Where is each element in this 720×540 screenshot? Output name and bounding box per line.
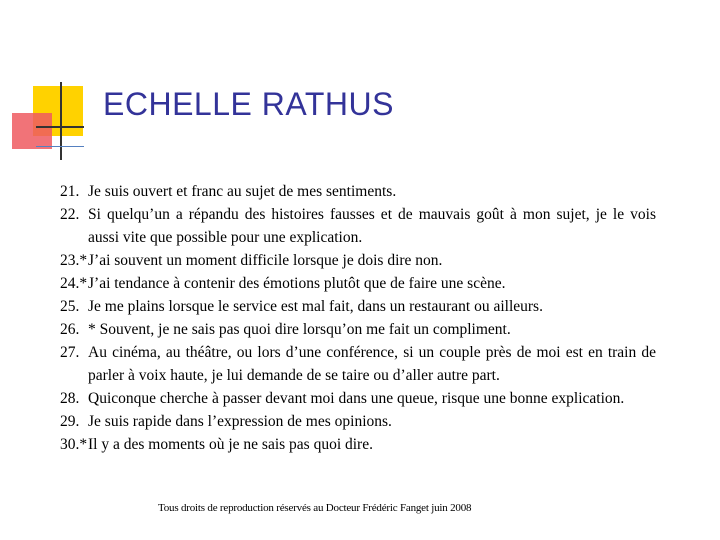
item-text: J’ai souvent un moment difficile lorsque je dois dire non.	[88, 252, 443, 269]
item-number: 24.*	[60, 275, 88, 292]
item-number: 21.	[60, 183, 80, 200]
copyright-footer: Tous droits de reproduction réservés au Docteur Frédéric Fanget juin 2008	[158, 502, 472, 514]
slide-title: ECHELLE RATHUS	[103, 86, 394, 122]
list-item	[60, 387, 656, 410]
item-text: Je suis rapide dans l’expression de mes opinions.	[88, 413, 392, 430]
list-item	[60, 180, 656, 203]
list-item	[60, 433, 656, 456]
list-item	[60, 272, 656, 295]
list-item	[60, 410, 656, 433]
item-text: J’ai tendance à contenir des émotions plutôt que de faire une scène.	[88, 275, 506, 292]
item-number: 28.	[60, 390, 80, 407]
list-item	[60, 203, 656, 249]
item-text: Je suis ouvert et franc au sujet de mes sentiments.	[88, 183, 397, 200]
item-text: * Souvent, je ne sais pas quoi dire lorsqu’on me fait un compliment.	[88, 321, 511, 338]
questionnaire-list	[60, 180, 656, 456]
item-number: 23.*	[60, 252, 88, 269]
item-number: 29.	[60, 413, 80, 430]
red-square-decoration	[12, 113, 52, 149]
list-item	[60, 318, 656, 341]
item-text: Je me plains lorsque le service est mal fait, dans un restaurant ou ailleurs.	[88, 298, 543, 315]
blue-line-decoration	[36, 146, 84, 147]
list-item	[60, 341, 656, 387]
item-text: Si quelqu’un a répandu des histoires fausses et de mauvais goût à mon sujet, je le vois aussi vite que possible pour une explication.	[88, 206, 656, 246]
item-number: 22.	[60, 206, 80, 223]
vertical-line-decoration	[60, 82, 62, 160]
item-text: Quiconque cherche à passer devant moi dans une queue, risque une bonne explication.	[88, 390, 625, 407]
item-number: 27.	[60, 344, 80, 361]
list-item	[60, 249, 656, 272]
item-text: Au cinéma, au théâtre, ou lors d’une conférence, si un couple près de moi est en train de parler à voix haute, je lui demande de se taire ou d’aller autre part.	[88, 344, 656, 384]
decorative-logo	[0, 0, 110, 170]
list-item	[60, 295, 656, 318]
item-text: Il y a des moments où je ne sais pas quoi dire.	[88, 436, 373, 453]
item-number: 25.	[60, 298, 80, 315]
item-number: 30.*	[60, 436, 88, 453]
horizontal-line-decoration	[36, 126, 84, 128]
item-number: 26.	[60, 321, 80, 338]
